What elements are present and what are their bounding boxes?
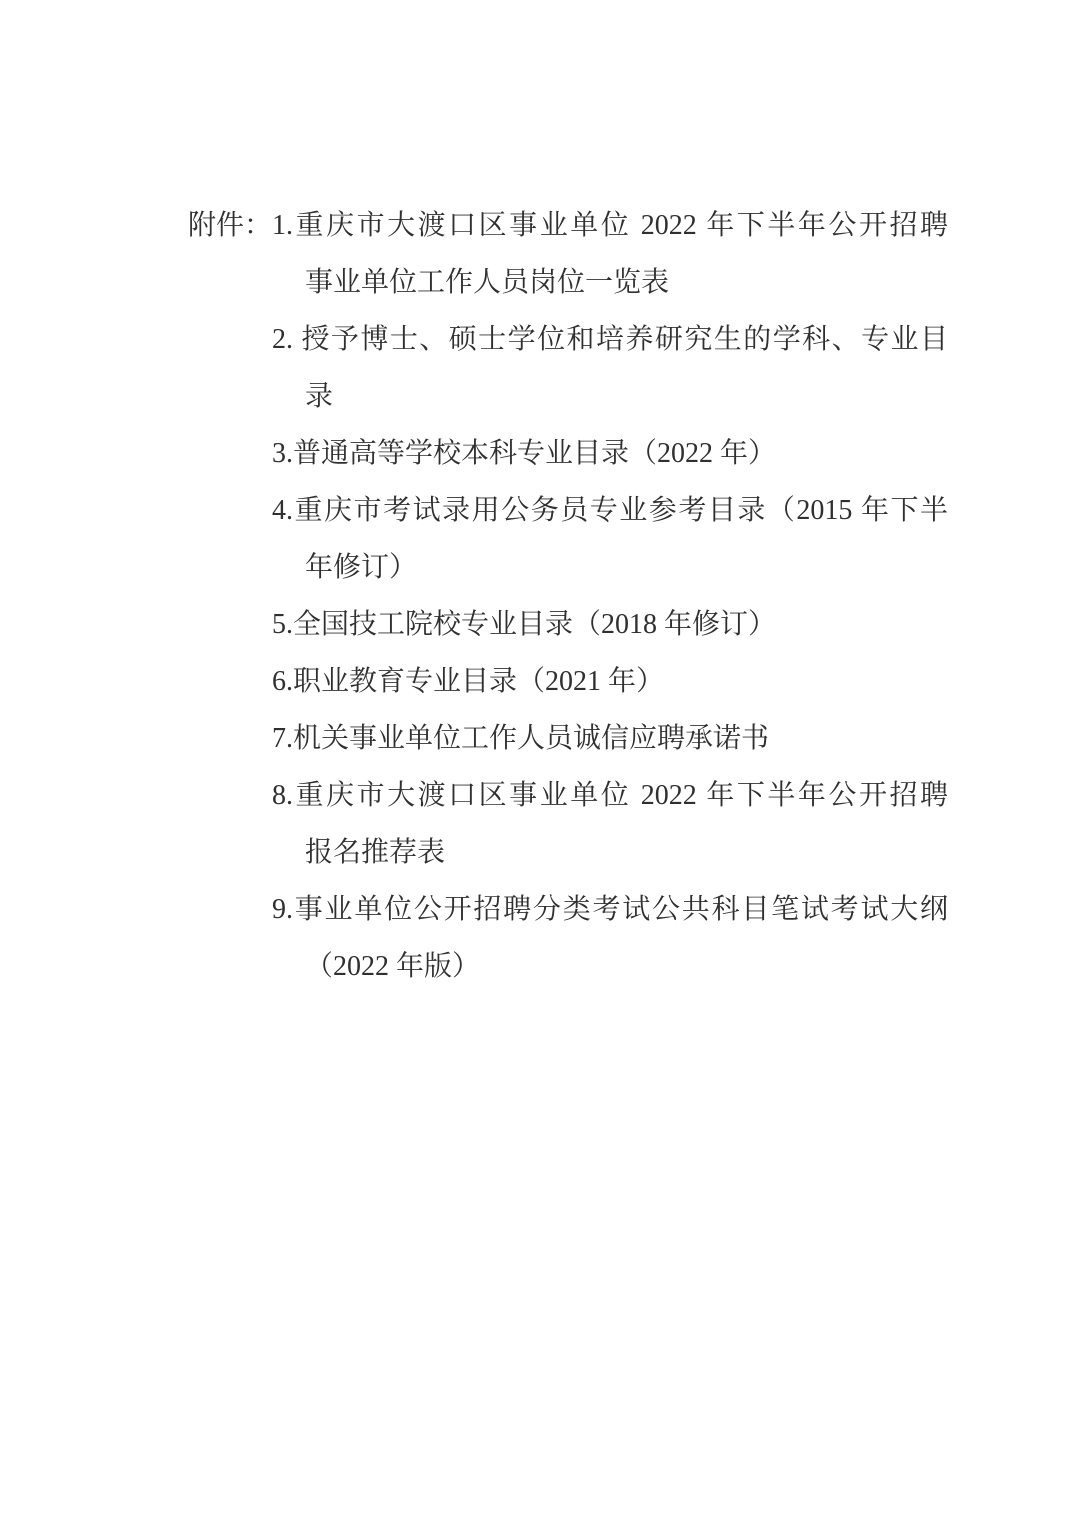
attachment-item-line: 1.重庆市大渡口区事业单位 2022 年下半年公开招聘 (272, 210, 948, 241)
attachment-item-line: （2022 年版） (305, 951, 481, 982)
attachment-item-line: 5.全国技工院校专业目录（2018 年修订） (272, 609, 777, 640)
attachment-item (272, 653, 948, 710)
attachment-item-line: 2. 授予博士、硕士学位和培养研究生的学科、专业目 (272, 324, 948, 355)
attachment-item-line: 录 (305, 381, 334, 412)
attachment-item-line: 报名推荐表 (305, 837, 446, 868)
attachment-item-line: 8.重庆市大渡口区事业单位 2022 年下半年公开招聘 (272, 780, 948, 811)
attachment-label: 附件： (188, 210, 273, 241)
attachment-item-line: 7.机关事业单位工作人员诚信应聘承诺书 (272, 723, 770, 754)
attachment-item-line: 年修订） (305, 552, 418, 583)
attachment-list (272, 197, 948, 995)
attachment-item-line: 事业单位工作人员岗位一览表 (305, 267, 670, 298)
attachment-item (272, 425, 948, 482)
attachment-item (272, 881, 948, 995)
attachment-item (272, 596, 948, 653)
attachment-item (272, 710, 948, 767)
attachment-item-line: 3.普通高等学校本科专业目录（2022 年） (272, 438, 777, 469)
attachment-item (272, 197, 948, 311)
attachment-item (272, 311, 948, 425)
attachment-item-line: 4.重庆市考试录用公务员专业参考目录（2015 年下半 (272, 495, 948, 526)
attachment-item-line: 6.职业教育专业目录（2021 年） (272, 666, 665, 697)
attachment-item (272, 767, 948, 881)
attachment-item (272, 482, 948, 596)
attachment-item-line: 9.事业单位公开招聘分类考试公共科目笔试考试大纲 (272, 894, 948, 925)
